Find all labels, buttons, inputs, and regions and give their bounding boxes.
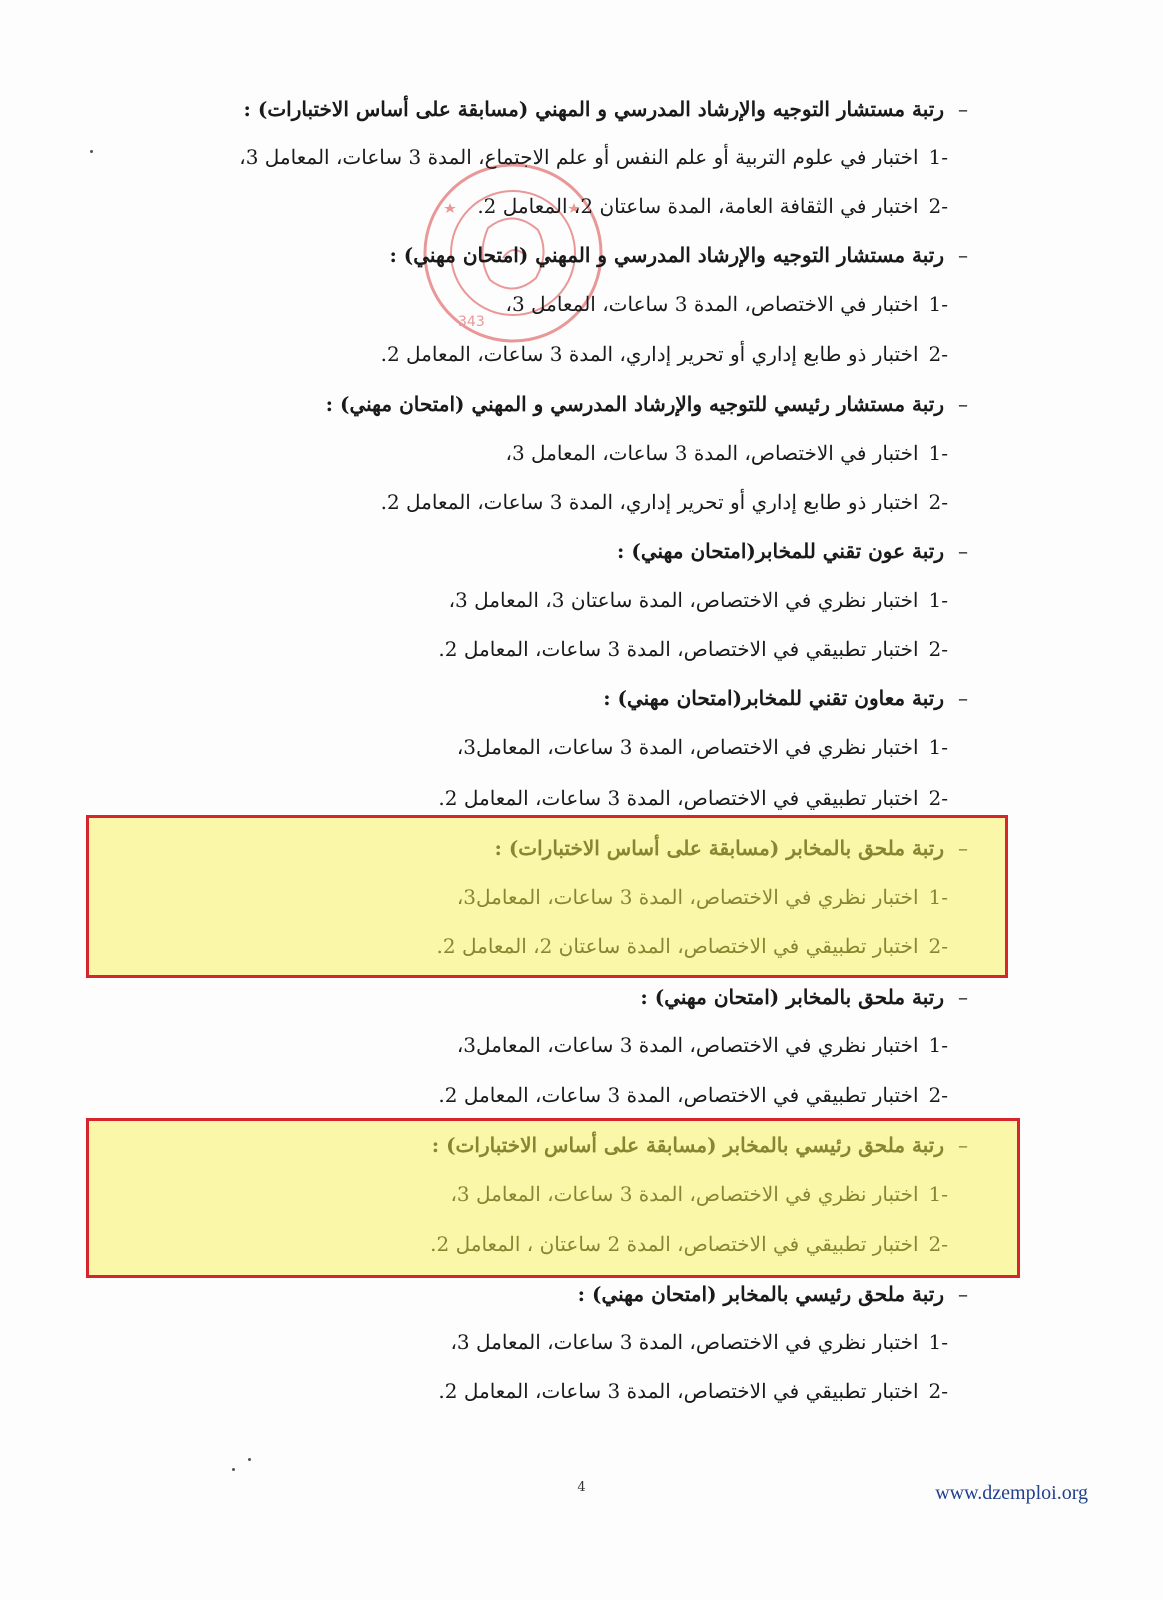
section-heading: –رتبة ملحق بالمخابر (امتحان مهني) : bbox=[640, 985, 968, 1009]
list-item: -2اختبار تطبيقي في الاختصاص، المدة 3 ساعات، المعامل 2. bbox=[438, 1379, 948, 1403]
list-item: -1اختبار في الاختصاص، المدة 3 ساعات، المعامل 3، bbox=[505, 441, 948, 465]
list-item: -1اختبار نظري في الاختصاص، المدة 3 ساعات، المعامل 3، bbox=[450, 1330, 948, 1354]
section-heading: –رتبة مستشار التوجيه والإرشاد المدرسي و المهني (مسابقة على أساس الاختبارات) : bbox=[243, 97, 968, 121]
list-item: -2اختبار في الثقافة العامة، المدة ساعتان 2، المعامل 2. bbox=[477, 194, 948, 218]
site-url-watermark[interactable]: www.dzemploi.org bbox=[935, 1482, 1088, 1504]
list-item: -1اختبار نظري في الاختصاص، المدة 3 ساعات، المعامل3، bbox=[456, 885, 948, 909]
list-item: -1اختبار في الاختصاص، المدة 3 ساعات، المعامل 3، bbox=[505, 292, 948, 316]
scan-speck bbox=[248, 1458, 251, 1461]
list-item: -2اختبار ذو طابع إداري أو تحرير إداري، المدة 3 ساعات، المعامل 2. bbox=[380, 342, 948, 366]
list-item: -1اختبار نظري في الاختصاص، المدة ساعتان 3، المعامل 3، bbox=[448, 588, 948, 612]
list-item: -2اختبار تطبيقي في الاختصاص، المدة ساعتان 2، المعامل 2. bbox=[436, 934, 948, 958]
section-heading: –رتبة عون تقني للمخابر(امتحان مهني) : bbox=[617, 539, 968, 563]
section-heading-highlighted: –رتبة ملحق بالمخابر (مسابقة على أساس الاختبارات) : bbox=[494, 836, 968, 860]
section-heading: –رتبة مستشار رئيسي للتوجيه والإرشاد المدرسي و المهني (امتحان مهني) : bbox=[325, 392, 968, 416]
list-item: -1اختبار نظري في الاختصاص، المدة 3 ساعات، المعامل3، bbox=[456, 1033, 948, 1057]
list-item: -1اختبار في علوم التربية أو علم النفس أو علم الاجتماع، المدة 3 ساعات، المعامل 3، bbox=[239, 145, 948, 169]
section-heading: –رتبة ملحق رئيسي بالمخابر (امتحان مهني) : bbox=[577, 1282, 968, 1306]
list-item: -2اختبار تطبيقي في الاختصاص، المدة 2 ساعتان ، المعامل 2. bbox=[430, 1232, 948, 1256]
list-item: -1اختبار نظري في الاختصاص، المدة 3 ساعات، المعامل 3، bbox=[450, 1182, 948, 1206]
section-heading: –رتبة معاون تقني للمخابر(امتحان مهني) : bbox=[603, 686, 968, 710]
list-item: -1اختبار نظري في الاختصاص، المدة 3 ساعات، المعامل3، bbox=[456, 735, 948, 759]
list-item: -2اختبار تطبيقي في الاختصاص، المدة 3 ساعات، المعامل 2. bbox=[438, 1083, 948, 1107]
list-item: -2اختبار تطبيقي في الاختصاص، المدة 3 ساعات، المعامل 2. bbox=[438, 637, 948, 661]
list-item: -2اختبار ذو طابع إداري أو تحرير إداري، المدة 3 ساعات، المعامل 2. bbox=[380, 490, 948, 514]
scan-speck bbox=[232, 1468, 235, 1471]
scan-speck bbox=[90, 150, 93, 153]
section-heading: –رتبة مستشار التوجيه والإرشاد المدرسي و المهني (امتحان مهني) : bbox=[389, 243, 968, 267]
list-item: -2اختبار تطبيقي في الاختصاص، المدة 3 ساعات، المعامل 2. bbox=[438, 786, 948, 810]
stamp-number: 343 bbox=[458, 314, 485, 330]
page-number: 4 bbox=[577, 1480, 586, 1495]
section-heading-highlighted: –رتبة ملحق رئيسي بالمخابر (مسابقة على أساس الاختبارات) : bbox=[431, 1133, 968, 1157]
